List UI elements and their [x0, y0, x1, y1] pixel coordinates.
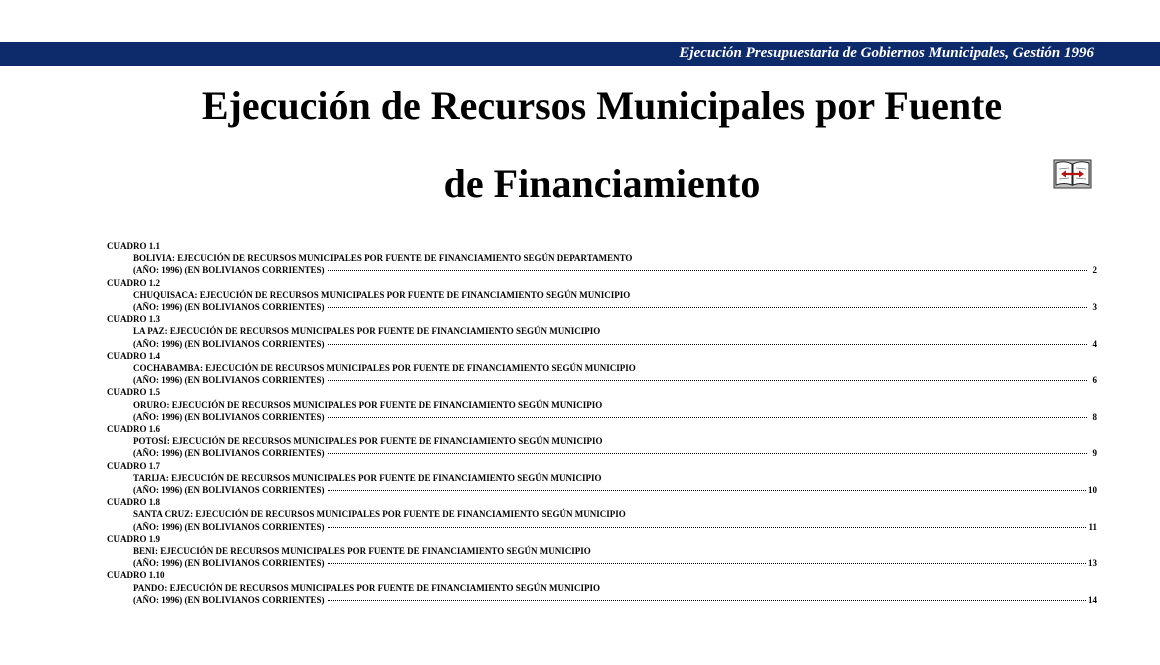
toc-entry[interactable] [107, 460, 1097, 497]
toc-page-number[interactable]: 8 [1092, 411, 1097, 422]
toc-entry[interactable] [107, 277, 1097, 314]
toc-subtitle: (AÑO: 1996) (EN BOLIVIANOS CORRIENTES) [133, 411, 325, 422]
toc-detail-row [107, 338, 1097, 350]
toc-entry[interactable] [107, 350, 1097, 387]
toc-cuadro-label: CUADRO 1.8 [107, 497, 160, 508]
toc-description: BOLIVIA: EJECUCIÓN DE RECURSOS MUNICIPALES POR FUENTE DE FINANCIAMIENTO SEGÚN DEPARTAMENTO [133, 253, 633, 264]
toc-entry[interactable] [107, 533, 1097, 570]
toc-detail-row [107, 484, 1097, 496]
toc-detail-row [107, 374, 1097, 386]
toc-description: COCHABAMBA: EJECUCIÓN DE RECURSOS MUNICIPALES POR FUENTE DE FINANCIAMIENTO SEGÚN MUNICIPIO [133, 363, 636, 374]
toc-subtitle: (AÑO: 1996) (EN BOLIVIANOS CORRIENTES) [133, 521, 325, 532]
toc-subtitle: (AÑO: 1996) (EN BOLIVIANOS CORRIENTES) [133, 302, 325, 313]
toc-cuadro-label: CUADRO 1.2 [107, 277, 160, 288]
banner-text: Ejecución Presupuestaria de Gobiernos Municipales, Gestión 1996 [679, 45, 1094, 61]
toc-page-number[interactable]: 11 [1088, 521, 1097, 532]
toc-cuadro-label: CUADRO 1.3 [107, 314, 160, 325]
dot-leader [328, 562, 1086, 564]
toc-subtitle: (AÑO: 1996) (EN BOLIVIANOS CORRIENTES) [133, 485, 325, 496]
toc-entry[interactable] [107, 313, 1097, 350]
toc-subtitle: (AÑO: 1996) (EN BOLIVIANOS CORRIENTES) [133, 375, 325, 386]
toc-subtitle: (AÑO: 1996) (EN BOLIVIANOS CORRIENTES) [133, 265, 325, 276]
toc-entry[interactable] [107, 240, 1097, 277]
toc-page-number[interactable]: 13 [1088, 558, 1097, 569]
dot-leader [328, 343, 1087, 345]
toc-cuadro-label: CUADRO 1.1 [107, 241, 160, 251]
toc-detail-row [107, 264, 1097, 276]
toc-page-number[interactable]: 10 [1088, 485, 1097, 496]
dot-leader [328, 306, 1087, 308]
dot-leader [328, 489, 1086, 491]
header-banner [0, 42, 1160, 66]
toc-entry[interactable] [107, 569, 1097, 606]
table-of-contents [107, 240, 1097, 606]
toc-subtitle: (AÑO: 1996) (EN BOLIVIANOS CORRIENTES) [133, 448, 325, 459]
toc-entry[interactable] [107, 496, 1097, 533]
toc-detail-row [107, 557, 1097, 569]
toc-detail-row [107, 521, 1097, 533]
toc-page-number[interactable]: 4 [1092, 338, 1097, 349]
book-icon[interactable] [1053, 158, 1092, 190]
toc-detail-row [107, 301, 1097, 313]
dot-leader [328, 269, 1087, 271]
toc-entry[interactable] [107, 423, 1097, 460]
dot-leader [328, 416, 1087, 418]
toc-page-number[interactable]: 14 [1088, 594, 1097, 605]
toc-description: POTOSÍ: EJECUCIÓN DE RECURSOS MUNICIPALES POR FUENTE DE FINANCIAMIENTO SEGÚN MUNICIPIO [133, 436, 603, 447]
toc-cuadro-label: CUADRO 1.7 [107, 460, 160, 471]
toc-subtitle: (AÑO: 1996) (EN BOLIVIANOS CORRIENTES) [133, 594, 325, 605]
toc-detail-row [107, 447, 1097, 459]
toc-description: ORURO: EJECUCIÓN DE RECURSOS MUNICIPALES POR FUENTE DE FINANCIAMIENTO SEGÚN MUNICIPIO [133, 399, 603, 410]
toc-description: CHUQUISACA: EJECUCIÓN DE RECURSOS MUNICIPALES POR FUENTE DE FINANCIAMIENTO SEGÚN MUNICIPIO [133, 289, 631, 300]
page-title-line-2: de Financiamiento [443, 161, 761, 206]
toc-detail-row [107, 411, 1097, 423]
toc-page-number[interactable]: 2 [1092, 265, 1097, 276]
toc-description: PANDO: EJECUCIÓN DE RECURSOS MUNICIPALES POR FUENTE DE FINANCIAMIENTO SEGÚN MUNICIPIO [133, 582, 601, 593]
toc-description: BENI: EJECUCIÓN DE RECURSOS MUNICIPALES POR FUENTE DE FINANCIAMIENTO SEGÚN MUNICIPIO [133, 546, 591, 557]
toc-page-number[interactable]: 9 [1092, 448, 1097, 459]
dot-leader [328, 452, 1087, 454]
toc-cuadro-label: CUADRO 1.6 [107, 424, 160, 435]
toc-cuadro-label: CUADRO 1.4 [107, 350, 160, 361]
dot-leader [328, 379, 1087, 381]
toc-cuadro-label: CUADRO 1.5 [107, 387, 160, 398]
toc-description: TARIJA: EJECUCIÓN DE RECURSOS MUNICIPALES POR FUENTE DE FINANCIAMIENTO SEGÚN MUNICIPIO [133, 472, 602, 483]
dot-leader [328, 599, 1086, 601]
toc-subtitle: (AÑO: 1996) (EN BOLIVIANOS CORRIENTES) [133, 558, 325, 569]
toc-page-number[interactable]: 6 [1092, 375, 1097, 386]
toc-cuadro-label: CUADRO 1.10 [107, 570, 165, 581]
toc-detail-row [107, 594, 1097, 606]
toc-description: LA PAZ: EJECUCIÓN DE RECURSOS MUNICIPALES POR FUENTE DE FINANCIAMIENTO SEGÚN MUNICIPIO [133, 326, 601, 337]
toc-cuadro-label: CUADRO 1.9 [107, 533, 160, 544]
dot-leader [328, 526, 1087, 528]
toc-subtitle: (AÑO: 1996) (EN BOLIVIANOS CORRIENTES) [133, 338, 325, 349]
toc-description: SANTA CRUZ: EJECUCIÓN DE RECURSOS MUNICIPALES POR FUENTE DE FINANCIAMIENTO SEGÚN MUNICIPIO [133, 509, 626, 520]
toc-entry[interactable] [107, 386, 1097, 423]
toc-page-number[interactable]: 3 [1092, 302, 1097, 313]
page-title-line-1: Ejecución de Recursos Municipales por Fuente [201, 83, 1003, 128]
